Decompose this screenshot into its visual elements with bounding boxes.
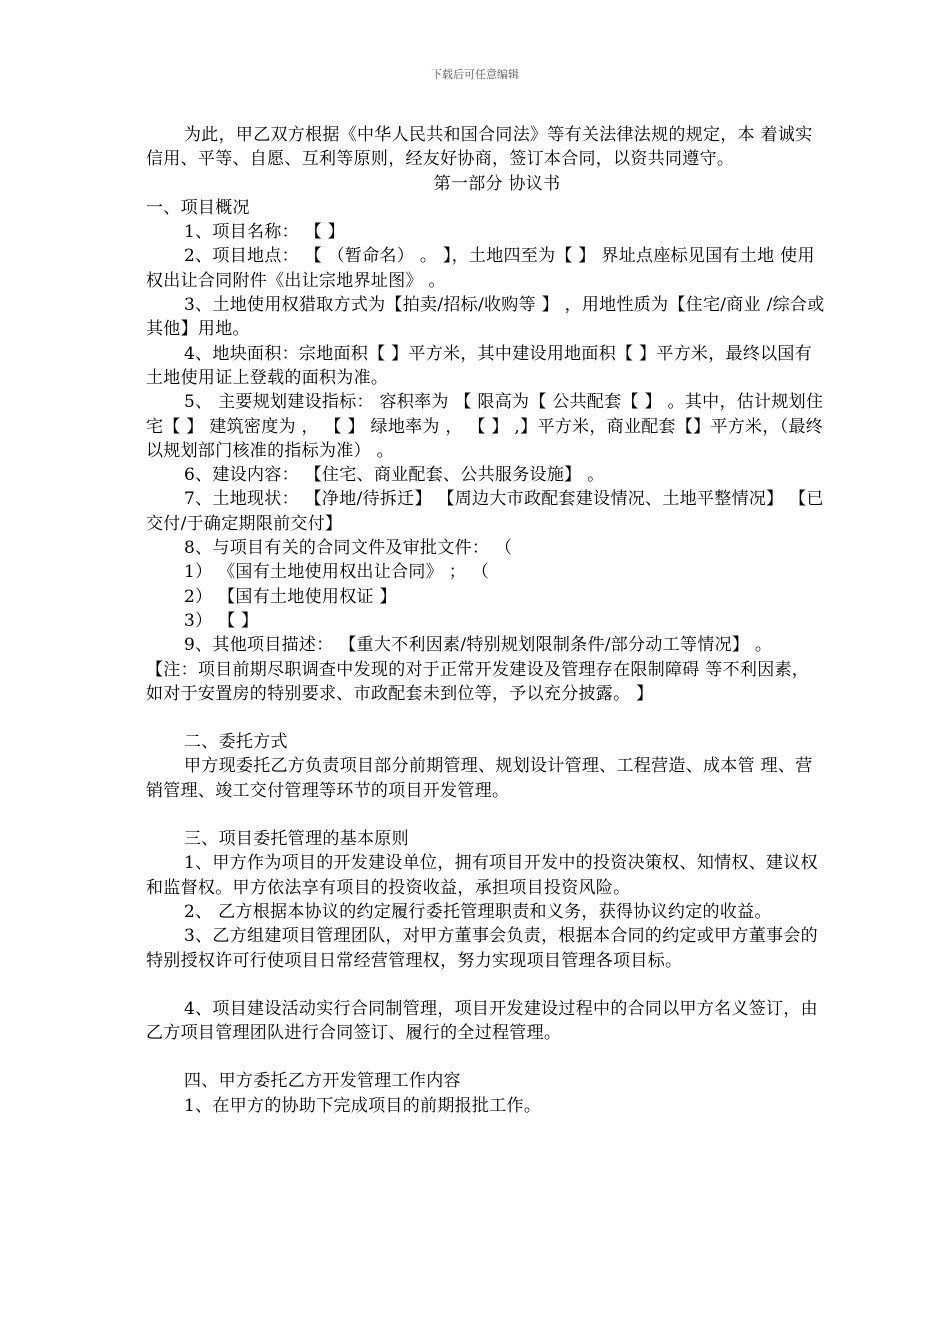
principle-item: 2、 乙方根据本协议的约定履行委托管理职责和义务，获得协议约定的收益。 [184, 901, 772, 922]
principle-item: 3、乙方组建项目管理团队，对甲方董事会负责，根据本合同的约定或甲方董事会的特别授权许可行使项目日常经营管理权，努力实现项目管理各项目标。 [146, 926, 818, 971]
section1-title: 一、项目概况 [146, 197, 250, 218]
preamble-paragraph: 为此，甲乙双方根据《中华人民共和国合同法》等有关法律法规的规定，本 着诚实信用、平等、自愿、互利等原则，经友好协商，签订本合同，以资共同遵守。 [146, 125, 813, 170]
project-item: 9、其他项目描述： 【重大不利因素/特别规划限制条件/部分动工等情况】 。 【注：项目前期尽职调查中发现的对于正常开发建设及管理存在限制障碍 等不利因素，如对于安置房的特别要求、市政配套未到位等，予以充分披露。 】 [146, 635, 810, 704]
principle-item: 1、甲方作为项目的开发建设单位，拥有项目开发中的投资决策权、知情权、建议权和监督权。甲方依法享有项目的投资收益，承担项目投资风险。 [146, 853, 818, 898]
project-item: 5、 主要规划建设指标： 容积率为 【 限高为【 公共配套【 】 。其中，估计规划住宅【 】 建筑密度为 ， 【 】 绿地率为 ， 【 】 ,】平方米，商业配套【】平方米，（最终以规划部门核准的指标为准） 。 [146, 392, 824, 461]
project-subitem: 2） 【国有土地使用权证 】 [184, 586, 397, 607]
document-body [146, 123, 826, 1118]
project-item: 8、与项目有关的合同文件及审批文件： （ [184, 538, 513, 559]
work-item: 1、在甲方的协助下完成项目的前期报批工作。 [184, 1095, 542, 1116]
project-item: 7、土地现状： 【净地/待拆迁】 【周边大市政配套建设情况、土地平整情况】 【已交付/于确定期限前交付】 [146, 489, 824, 534]
project-subitem: 1） 《国有土地使用权出让合同》 ； （ [184, 562, 490, 583]
project-subitem: 3） 【 】 [184, 610, 259, 631]
project-item: 4、地块面积：宗地面积【 】平方米，其中建设用地面积【 】平方米，最终以国有土地使用证上登载的面积为准。 [146, 343, 813, 388]
section2-body: 甲方现委托乙方负责项目部分前期管理、规划设计管理、工程营造、成本管 理、营销管理、竣工交付管理等环节的项目开发管理。 [146, 756, 813, 801]
project-item: 1、项目名称： 【 】 [184, 222, 345, 243]
section4-title: 四、甲方委托乙方开发管理工作内容 [184, 1071, 461, 1092]
principle-item: 4、项目建设活动实行合同制管理，项目开发建设过程中的合同以甲方名义签订，由乙方项目管理团队进行合同签订、履行的全过程管理。 [146, 998, 818, 1044]
project-item: 2、项目地点： 【 （暂命名） 。 】，土地四至为【 】 界址点座标见国有土地 使用权出让合同附件《出让宗地界址图》 。 [146, 246, 815, 291]
section2-title: 二、委托方式 [184, 732, 288, 753]
part-title: 第一部分 协议书 [433, 173, 561, 194]
project-item: 6、建设内容： 【住宅、商业配套、公共服务设施】 。 [184, 465, 605, 486]
project-item: 3、土地使用权猎取方式为【拍卖/招标/收购等 】 ，用地性质为【住宅/商业 /综合或其他】用地。 [146, 295, 825, 340]
section3-title: 三、项目委托管理的基本原则 [184, 829, 409, 850]
page-header-note: 下载后可任意编辑 [431, 68, 519, 81]
